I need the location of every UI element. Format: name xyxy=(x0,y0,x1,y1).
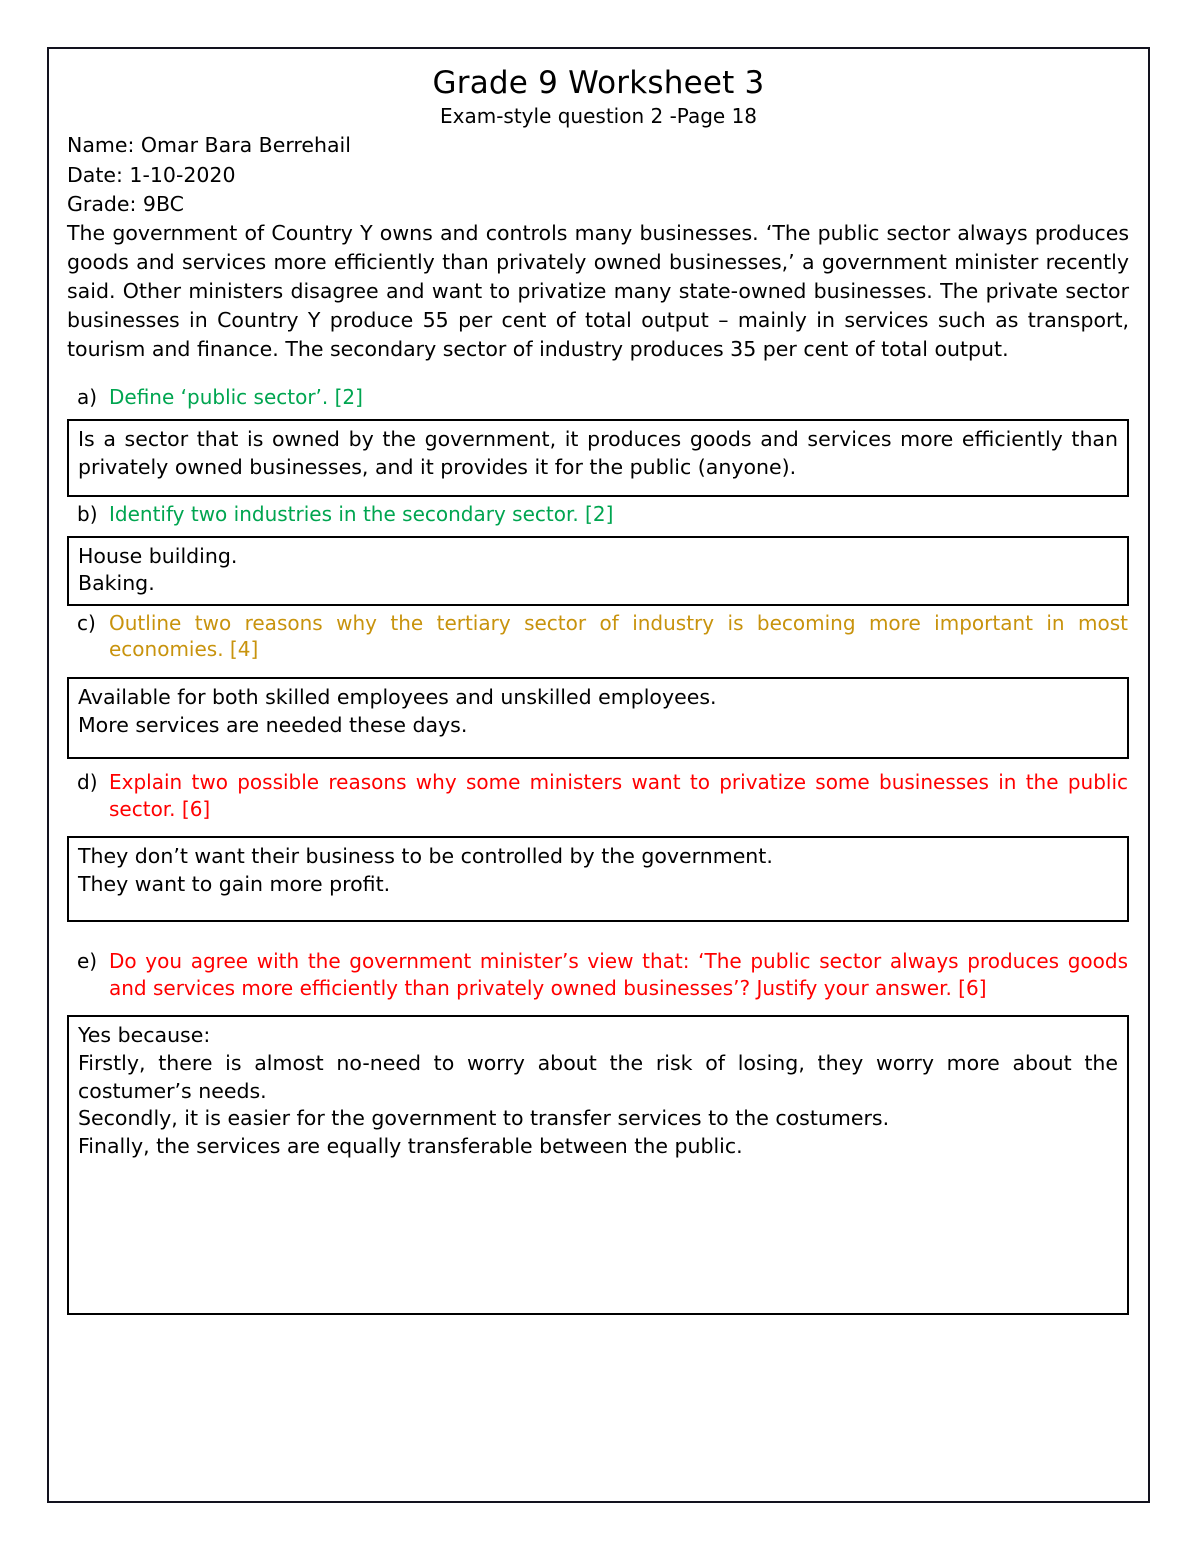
question-c xyxy=(63,610,1134,663)
question-b-letter: b) xyxy=(77,501,98,526)
answer-box-e[interactable] xyxy=(67,1015,1129,1315)
question-e xyxy=(63,948,1134,1001)
date-line: Date: 1-10-2020 xyxy=(67,162,236,187)
question-c-text: Outline two reasons why the tertiary sector of industry is becoming more important in most economies. [4] xyxy=(109,610,1128,662)
page-title: Grade 9 Worksheet 3 xyxy=(432,65,765,101)
question-d-letter: d) xyxy=(77,770,98,795)
answer-a-text: Is a sector that is owned by the government, it produces goods and services more efficiently than privately owned businesses, and it provides it for the public (anyone). xyxy=(78,426,1118,479)
answer-e-line-1: Yes because: xyxy=(78,1023,211,1048)
answer-e-line-2: Firstly, there is almost no-need to worry about the risk of losing, they worry more about the costumer’s needs. xyxy=(78,1051,1118,1103)
grade-line: Grade: 9BC xyxy=(67,191,184,216)
question-c-letter: c) xyxy=(77,610,96,635)
question-a xyxy=(63,384,1134,411)
question-e-letter: e) xyxy=(77,949,98,974)
question-a-text: Define ‘public sector’. [2] xyxy=(109,385,363,410)
question-d-text: Explain two possible reasons why some ministers want to privatize some businesses in the public sector. [6] xyxy=(109,770,1128,821)
case-study-paragraph: The government of Country Y owns and controls many businesses. ‘The public sector always produces goods and services more efficiently than privately owned businesses,’ a government minister recently said. Other ministers disagree and want to privatize many state-owned businesses. The private sector businesses in Country Y produce 55 per cent of total output – mainly in services such as transport, tourism and finance. The secondary sector of industry produces 35 per cent of total output. xyxy=(67,220,1129,362)
question-b xyxy=(63,501,1134,528)
answer-c-line-1: Available for both skilled employees and unskilled employees. xyxy=(78,685,717,710)
question-a-letter: a) xyxy=(77,385,98,410)
answer-d-line-1: They don’t want their business to be controlled by the government. xyxy=(78,844,773,869)
answer-d-line-2: They want to gain more profit. xyxy=(78,871,391,896)
question-d xyxy=(63,769,1134,822)
worksheet-page xyxy=(47,47,1150,1503)
page-subtitle: Exam-style question 2 -Page 18 xyxy=(439,104,758,129)
answer-e-line-3: Secondly, it is easier for the government to transfer services to the costumers. xyxy=(78,1106,890,1131)
answer-box-b[interactable] xyxy=(67,536,1129,606)
answer-c-line-2: More services are needed these days. xyxy=(78,712,468,737)
question-e-text: Do you agree with the government minister’s view that: ‘The public sector always produces goods and services more efficiently than privately owned businesses’? Justify your answer. [6] xyxy=(109,949,1128,1000)
answer-box-d[interactable] xyxy=(67,836,1129,922)
answer-b-line-1: House building. xyxy=(78,543,238,568)
question-b-text: Identify two industries in the secondary sector. [2] xyxy=(109,501,614,526)
student-name-line: Name: Omar Bara Berrehail xyxy=(67,133,351,158)
answer-box-a[interactable] xyxy=(67,419,1129,497)
page-content xyxy=(49,49,1148,1501)
answer-e-line-4: Finally, the services are equally transferable between the public. xyxy=(78,1134,743,1159)
answer-b-line-2: Baking. xyxy=(78,571,155,596)
answer-box-c[interactable] xyxy=(67,677,1129,759)
